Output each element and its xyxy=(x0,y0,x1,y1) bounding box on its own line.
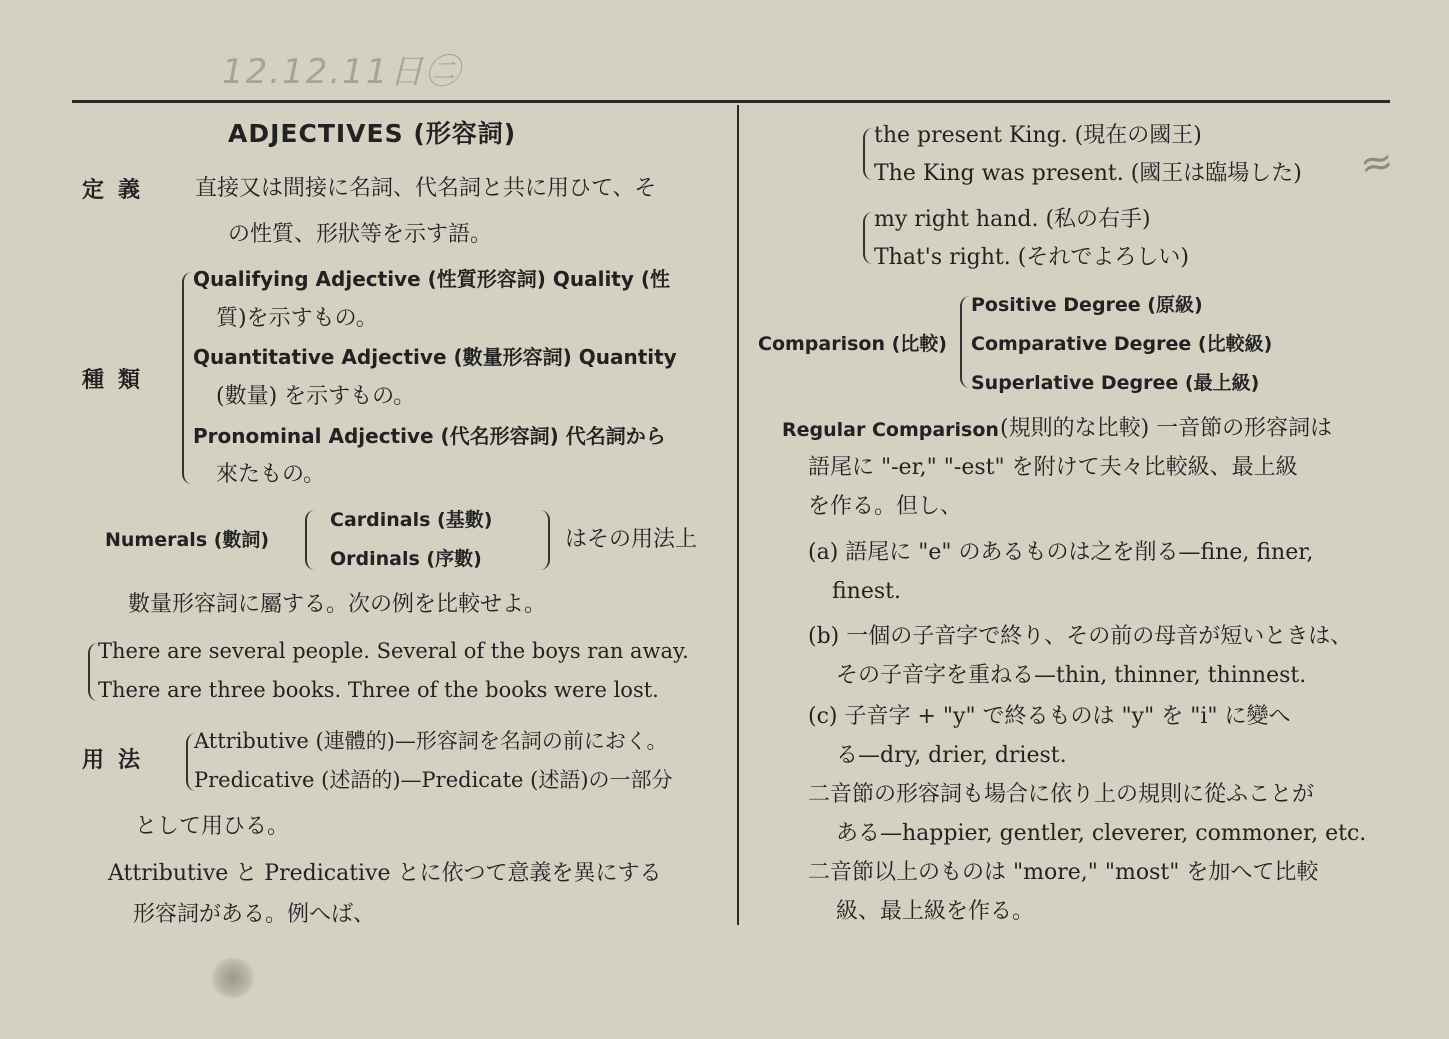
top-rule xyxy=(72,100,1390,103)
numerals-continuation: 數量形容詞に屬する。次の例を比較せよ。 xyxy=(128,592,547,617)
kinds-line-1: Qualifying Adjective (性質形容詞) Quality (性 xyxy=(193,267,671,291)
page-title: ADJECTIVES (形容詞) xyxy=(228,119,517,148)
definition-label: 定義 xyxy=(82,178,155,203)
comparative-degree: Comparative Degree (比較級) xyxy=(971,333,1273,355)
usage-predicative: Predicative (述語的)—Predicate (述語)の一部分 xyxy=(194,768,673,792)
present-brace xyxy=(863,128,873,180)
comparison-brace xyxy=(960,296,970,388)
regular-comparison-head: Regular Comparison xyxy=(782,419,999,441)
definition-line-2: の性質、形狀等を示す語。 xyxy=(228,222,493,247)
numerals-label: Numerals (數詞) xyxy=(105,529,270,551)
rule-e-line-1: 二音節以上のものは "more," "most" を加へて比較 xyxy=(808,860,1319,885)
rule-d-line-1: 二音節の形容詞も場合に依り上の規則に從ふことが xyxy=(808,782,1315,807)
column-divider xyxy=(737,105,739,925)
rule-b-line-2: その子音字を重ねる—thin, thinner, thinnest. xyxy=(836,663,1307,688)
ink-smudge xyxy=(210,958,256,998)
numerals-tail: はその用法上 xyxy=(565,527,698,552)
kinds-line-3: Quantitative Adjective (數量形容詞) Quantity xyxy=(193,345,677,369)
kinds-line-5: Pronominal Adjective (代名形容詞) 代名詞から xyxy=(193,424,666,448)
example-thats-right: That's right. (それでよろしい) xyxy=(874,245,1189,270)
regular-line-3: を作る。但し、 xyxy=(808,494,963,519)
usage-label: 用法 xyxy=(82,748,155,773)
numerals-cardinals: Cardinals (基數) xyxy=(330,509,493,531)
kinds-brace xyxy=(182,272,194,484)
example-three: There are three books. Three of the books were lost. xyxy=(98,678,659,702)
regular-comparison-tail: (規則的な比較) 一音節の形容詞は xyxy=(1000,416,1333,441)
rule-d-line-2: ある—happier, gentler, cleverer, commoner, etc. xyxy=(836,821,1367,846)
example-present-king: the present King. (現在の國王) xyxy=(874,123,1202,148)
pencil-mark: ≈ xyxy=(1356,137,1398,189)
rule-a-line-2: finest. xyxy=(832,579,901,604)
numerals-ordinals: Ordinals (序數) xyxy=(330,548,482,570)
superlative-degree: Superlative Degree (最上級) xyxy=(971,372,1260,394)
rule-c-line-2: る—dry, drier, driest. xyxy=(836,743,1067,768)
example-right-hand: my right hand. (私の右手) xyxy=(874,207,1151,232)
example-king-was-present: The King was present. (國王は臨場した) xyxy=(874,161,1302,186)
rule-c-line-1: (c) 子音字 + "y" で終るものは "y" を "i" に變へ xyxy=(808,704,1291,729)
kinds-line-6: 來たもの。 xyxy=(216,462,326,487)
rule-a-line-1: (a) 語尾に "e" のあるものは之を削る—fine, finer, xyxy=(808,540,1314,565)
positive-degree: Positive Degree (原級) xyxy=(971,294,1203,316)
pencil-date-note: 12.12.11日㊁ xyxy=(222,52,462,92)
comparison-label: Comparison (比較) xyxy=(758,333,947,355)
numerals-right-brace xyxy=(538,510,550,570)
kinds-line-4: (數量) を示すもの。 xyxy=(216,384,416,409)
kinds-line-2: 質)を示すもの。 xyxy=(216,306,378,331)
closing-line-1: Attributive と Predicative とに依つて意義を異にする xyxy=(108,861,662,886)
closing-line-2: 形容詞がある。例へば、 xyxy=(133,902,376,927)
numerals-left-brace xyxy=(305,510,317,570)
rule-e-line-2: 級、最上級を作る。 xyxy=(836,899,1035,924)
definition-line-1: 直接又は間接に名詞、代名詞と共に用ひて、そ xyxy=(195,176,657,201)
usage-attributive: Attributive (連體的)—形容詞を名詞の前におく。 xyxy=(194,729,668,753)
rule-b-line-1: (b) 一個の子音字で終り、その前の母音が短いときは、 xyxy=(808,624,1353,649)
usage-line-3: として用ひる。 xyxy=(135,814,290,839)
right-brace xyxy=(863,212,873,264)
example-several: There are several people. Several of the boys ran away. xyxy=(98,639,689,663)
kinds-label: 種類 xyxy=(82,368,155,393)
regular-line-2: 語尾に "-er," "-est" を附けて夫々比較級、最上級 xyxy=(808,455,1298,480)
examples-brace xyxy=(88,643,98,701)
